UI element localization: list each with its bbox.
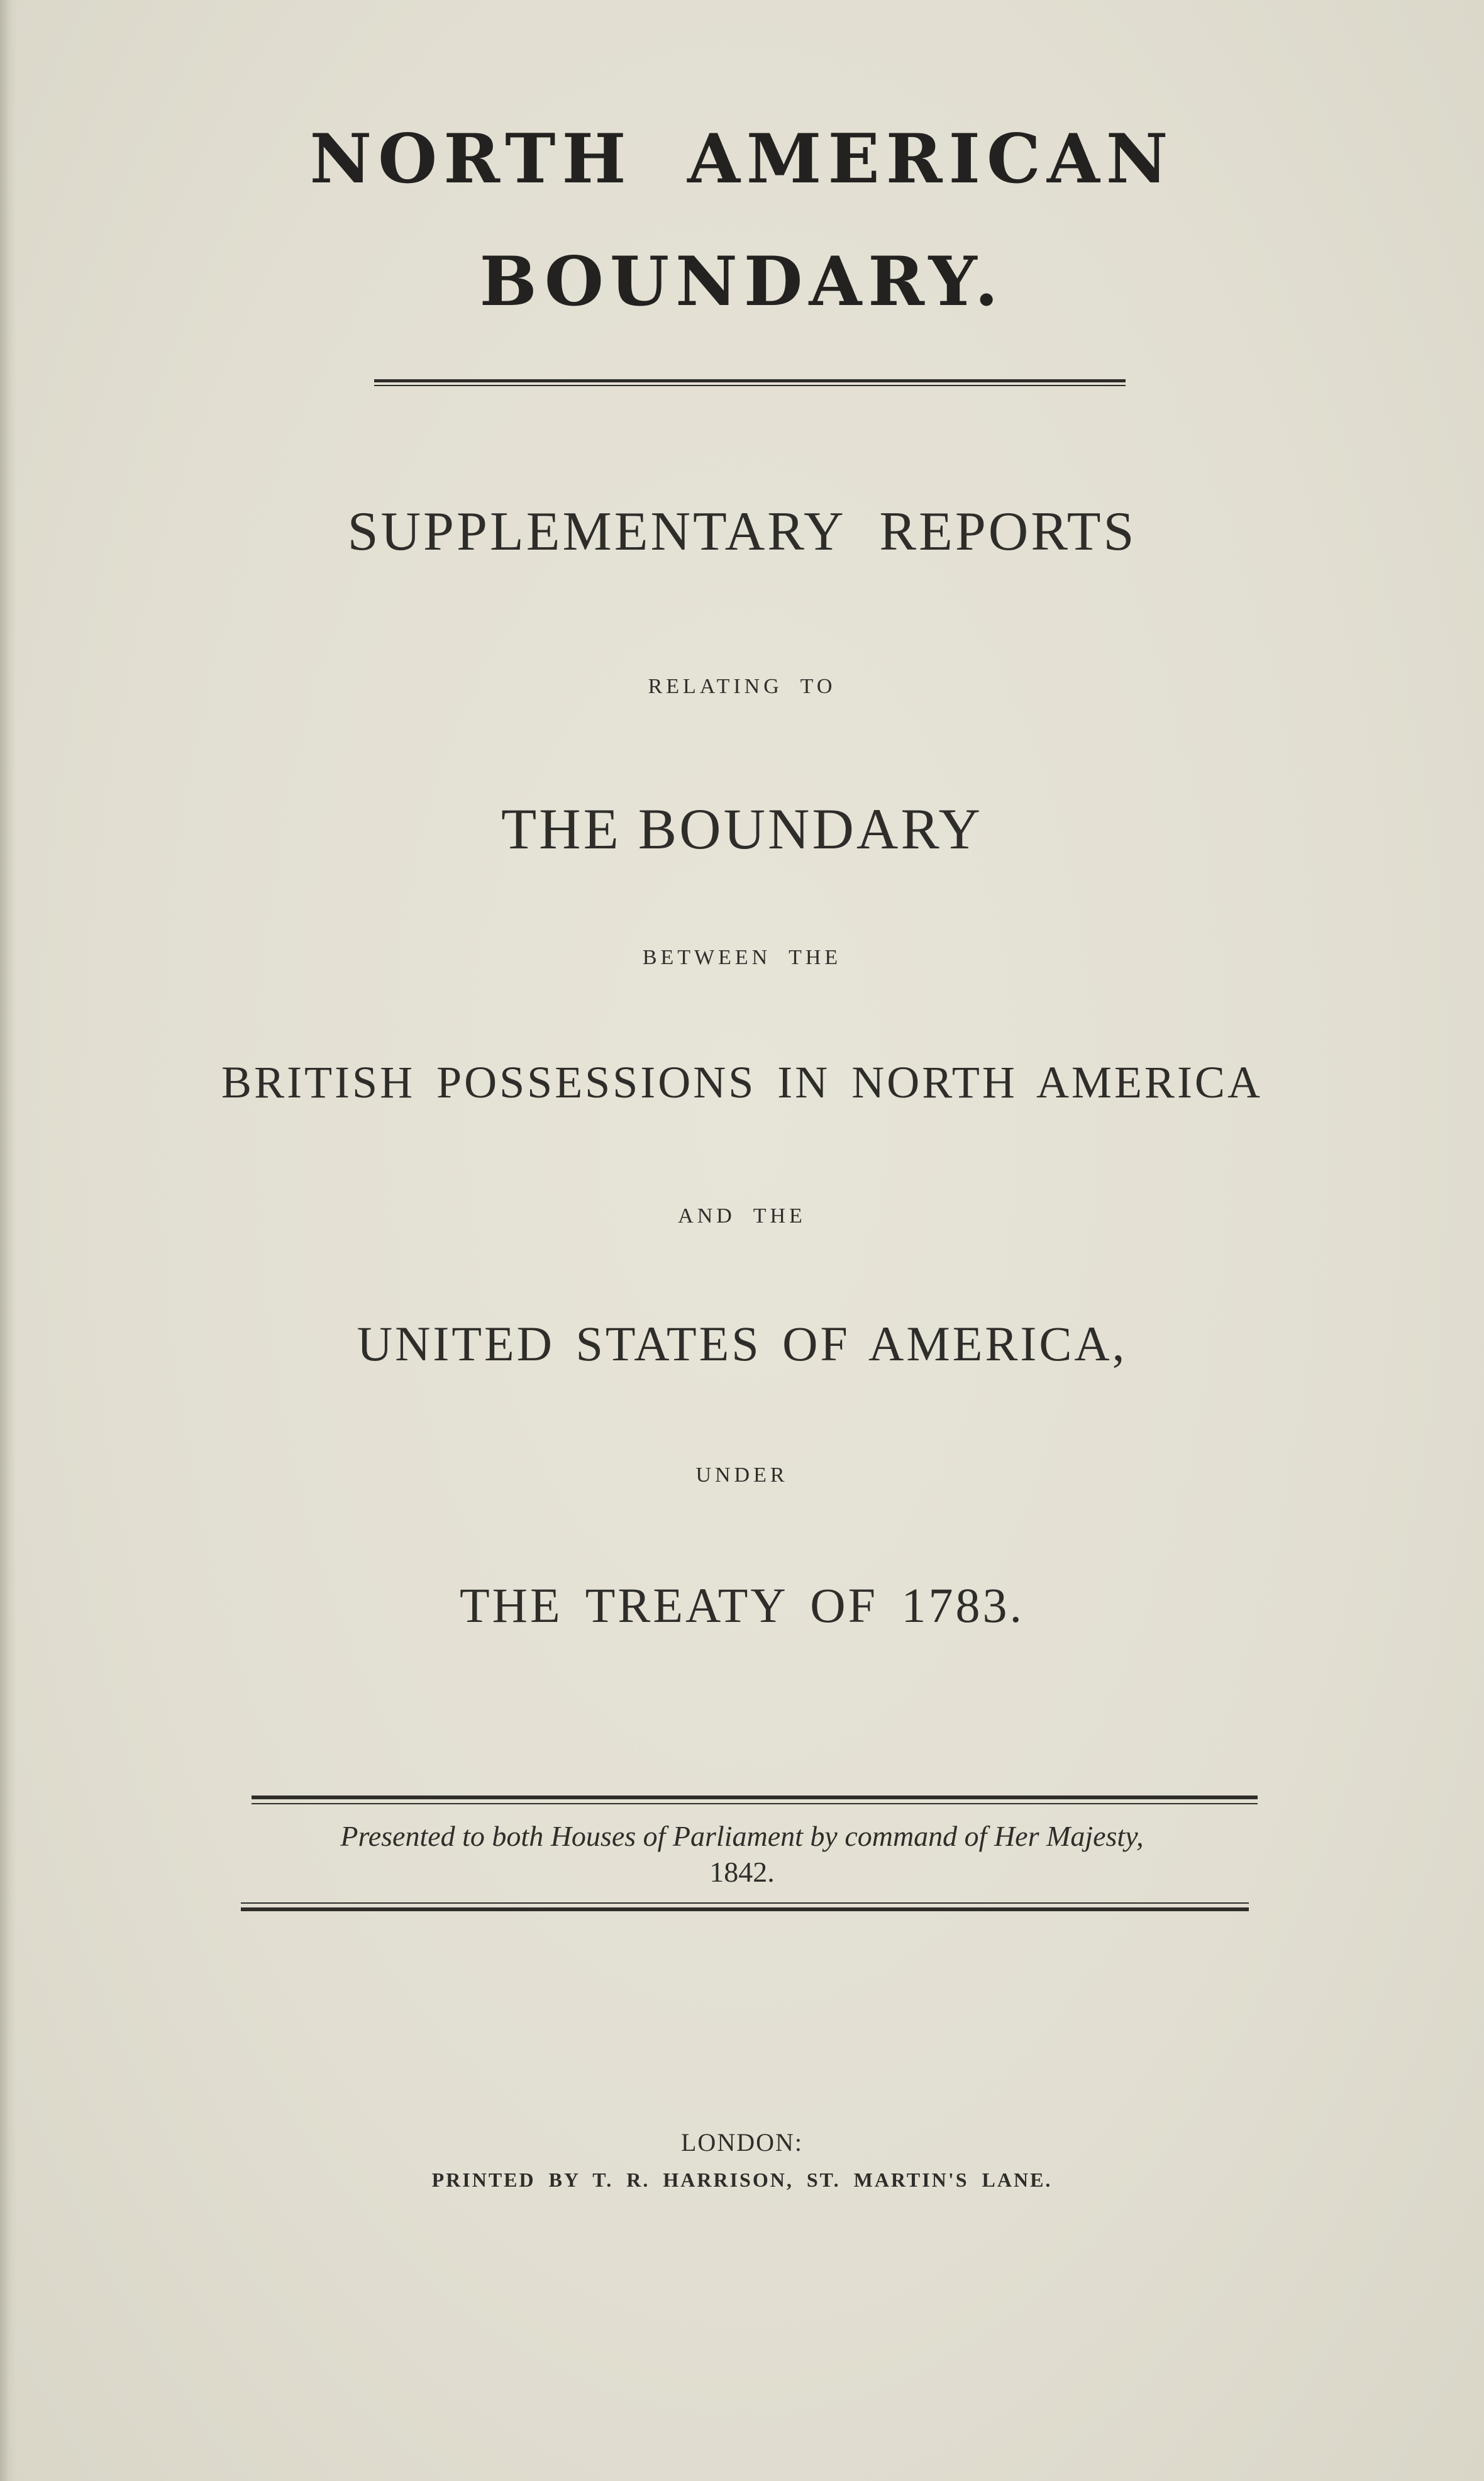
subtitle: SUPPLEMENTARY REPORTS — [347, 501, 1137, 562]
under-text: UNDER — [695, 1463, 789, 1487]
treaty-heading: THE TREATY OF 1783. — [460, 1578, 1024, 1633]
relating-to-text: RELATING TO — [648, 675, 836, 698]
presentation-note: Presented to both Houses of Parliament by command of Her Majesty, — [340, 1820, 1144, 1852]
british-possessions-heading: BRITISH POSSESSIONS IN NORTH AMERICA — [221, 1057, 1263, 1107]
main-title-line-2: BOUNDARY. — [479, 242, 1005, 321]
the-boundary-heading: THE BOUNDARY — [501, 797, 983, 861]
page-spine-shadow — [0, 0, 16, 2481]
title-rule-thick — [374, 379, 1126, 382]
publication-year: 1842. — [709, 1856, 775, 1888]
presentation-rule-bottom-thick — [241, 1907, 1249, 1911]
and-the-text: AND THE — [678, 1204, 806, 1228]
united-states-heading: UNITED STATES OF AMERICA, — [357, 1316, 1127, 1371]
between-the-text: BETWEEN THE — [642, 946, 842, 969]
presentation-rule-bottom-thin — [241, 1902, 1249, 1904]
main-title-line-1: NORTH AMERICAN — [309, 119, 1175, 199]
presentation-rule-top-thin — [252, 1803, 1258, 1804]
imprint-printer: PRINTED BY T. R. HARRISON, ST. MARTIN'S LANE. — [431, 2168, 1053, 2191]
imprint-city: LONDON: — [681, 2128, 803, 2156]
title-rule-thin — [374, 385, 1126, 386]
presentation-rule-top-thick — [252, 1796, 1258, 1799]
